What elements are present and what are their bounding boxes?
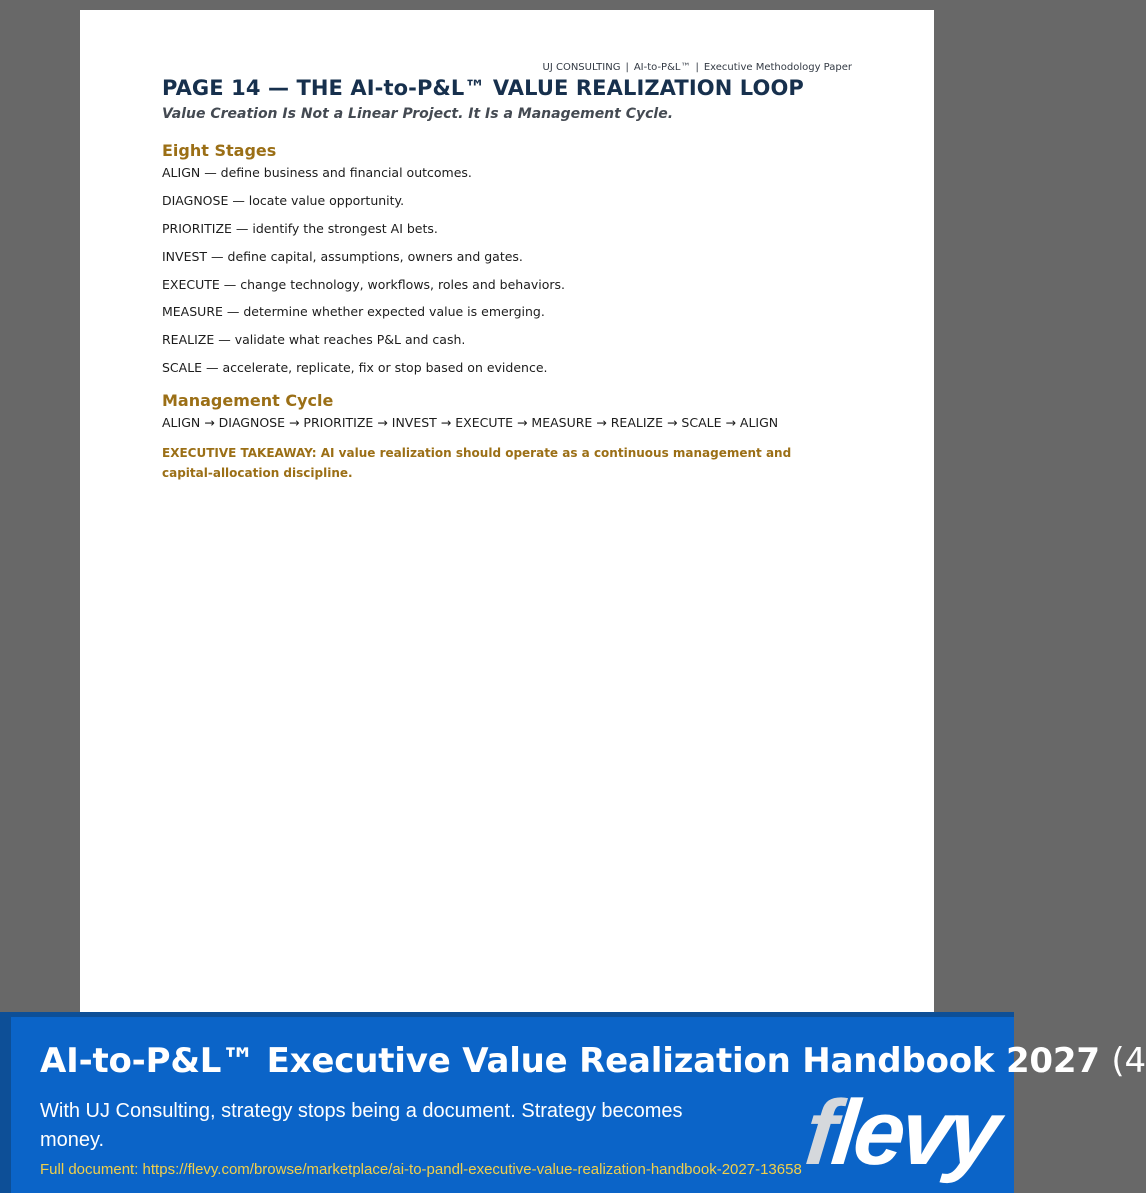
header-separator: | — [625, 62, 629, 73]
stage-list — [162, 165, 862, 376]
stage-item: REALIZE — validate what reaches P&L and cash. — [162, 332, 466, 348]
document-page — [80, 10, 934, 1012]
stage-item: PRIORITIZE — identify the strongest AI bets. — [162, 220, 438, 236]
page-title: PAGE 14 — THE AI-to-P&L™ VALUE REALIZATION LOOP — [162, 76, 804, 100]
banner-title-text: AI-to-P&L™ Executive Value Realization Handbook 2027 — [40, 1041, 1100, 1081]
promo-banner — [0, 1012, 1146, 1193]
promo-banner-panel — [11, 1017, 1146, 1193]
banner-title-suffix: (4 — [1111, 1041, 1146, 1081]
cycle-heading: Management Cycle — [162, 391, 334, 411]
cycle-sequence: ALIGN → DIAGNOSE → PRIORITIZE → INVEST → EXECUTE → MEASURE → REALIZE → SCALE → ALIGN — [162, 415, 779, 431]
logo-letters: levy — [827, 1082, 1002, 1184]
page-subtitle: Value Creation Is Not a Linear Project. It Is a Management Cycle. — [162, 106, 674, 122]
stage-item: DIAGNOSE — locate value opportunity. — [162, 192, 405, 208]
header-company: UJ CONSULTING — [542, 62, 621, 73]
stage-item: EXECUTE — change technology, workflows, roles and behaviors. — [162, 276, 566, 292]
header-product: AI-to-P&L™ — [633, 62, 691, 73]
stages-heading: Eight Stages — [162, 141, 277, 160]
banner-title — [40, 1041, 1146, 1081]
header-doc-type: Executive Methodology Paper — [703, 62, 852, 73]
executive-takeaway: EXECUTIVE TAKEAWAY: AI value realization should operate as a continuous management and capital-allocation discipline. — [162, 446, 792, 481]
header-separator: | — [695, 62, 699, 73]
stage-item: MEASURE — determine whether expected value is emerging. — [162, 304, 545, 320]
logo-letter-f: f — [800, 1082, 839, 1184]
page-content — [162, 76, 862, 483]
banner-tagline: With UJ Consulting, strategy stops being a document. Strategy becomes money. — [40, 1100, 683, 1151]
stage-item: ALIGN — define business and financial outcomes. — [162, 165, 472, 180]
flevy-logo — [800, 1082, 1002, 1184]
stage-item: SCALE — accelerate, replicate, fix or stop based on evidence. — [162, 360, 548, 376]
running-header — [543, 62, 852, 73]
stage-item: INVEST — define capital, assumptions, owners and gates. — [162, 248, 523, 264]
full-document-link[interactable]: Full document: https://flevy.com/browse/marketplace/ai-to-pandl-executive-value-realization-handbook-2027-13658 — [40, 1161, 802, 1178]
